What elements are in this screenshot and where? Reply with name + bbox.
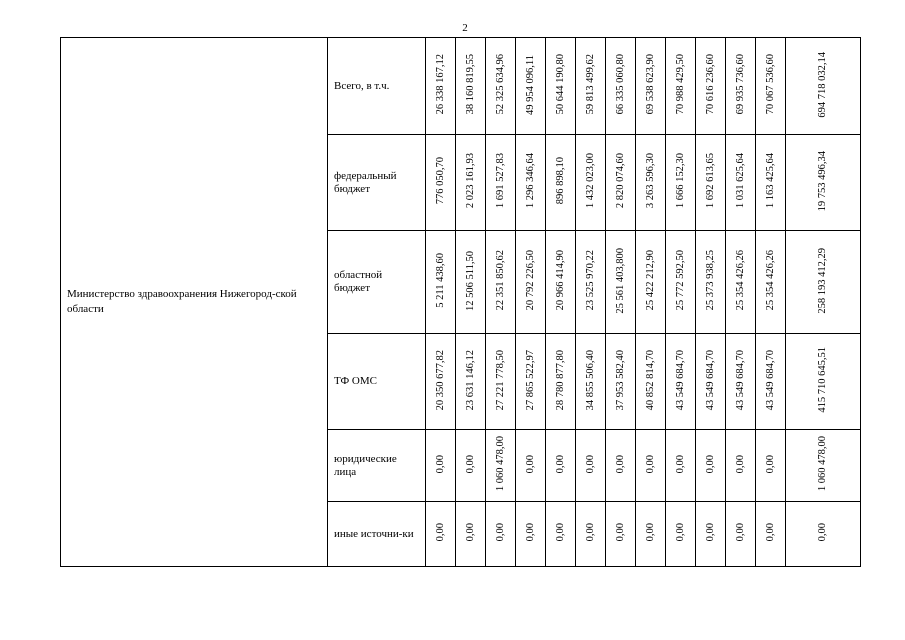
year-value: 1 163 425,64 <box>764 153 776 209</box>
year-value: 1 691 527,83 <box>494 153 506 209</box>
year-value-cell <box>426 135 456 231</box>
year-value: 40 852 814,70 <box>644 349 656 411</box>
year-value-cell <box>456 430 486 502</box>
funding-source-label: Всего, в т.ч. <box>328 38 426 135</box>
year-value-cell <box>426 334 456 430</box>
year-value: 23 631 146,12 <box>464 349 476 411</box>
year-value-cell <box>546 334 576 430</box>
year-value: 50 644 190,80 <box>554 54 566 115</box>
year-value: 0,00 <box>764 523 776 542</box>
year-value-cell <box>696 502 726 567</box>
year-value-cell <box>726 502 756 567</box>
year-value-cell <box>696 135 726 231</box>
year-value-cell <box>456 38 486 135</box>
year-value: 70 067 536,60 <box>764 54 776 115</box>
year-value: 0,00 <box>674 523 686 542</box>
year-value-cell <box>576 231 606 334</box>
year-value: 34 855 506,40 <box>584 349 596 411</box>
year-value-cell <box>486 502 516 567</box>
year-value-cell <box>486 334 516 430</box>
year-value: 0,00 <box>704 454 716 474</box>
year-value: 20 792 226,50 <box>524 250 536 311</box>
year-value: 27 865 522,97 <box>524 349 536 411</box>
year-value-cell <box>516 135 546 231</box>
total-value-cell <box>786 430 861 502</box>
year-value-cell <box>606 38 636 135</box>
year-value-cell <box>666 502 696 567</box>
year-value-cell <box>666 430 696 502</box>
year-value-cell <box>576 502 606 567</box>
year-value-cell <box>486 430 516 502</box>
year-value-cell <box>666 135 696 231</box>
year-value-cell <box>456 502 486 567</box>
year-value: 0,00 <box>434 454 446 474</box>
year-value-cell <box>636 38 666 135</box>
budget-table <box>60 37 861 567</box>
year-value-cell <box>726 430 756 502</box>
total-value: 1 060 478,00 <box>817 436 828 492</box>
year-value: 0,00 <box>614 523 626 542</box>
year-value-cell <box>546 231 576 334</box>
year-value-cell <box>576 38 606 135</box>
year-value-cell <box>576 135 606 231</box>
year-value-cell <box>426 502 456 567</box>
year-value: 43 549 684,70 <box>764 349 776 411</box>
year-value-cell <box>486 135 516 231</box>
year-value-cell <box>606 502 636 567</box>
year-value: 0,00 <box>674 454 686 474</box>
organization-name: Министерство здравоохранения Нижегород-ской области <box>61 38 328 567</box>
year-value-cell <box>516 231 546 334</box>
year-value-cell <box>576 430 606 502</box>
funding-source-label: федеральный бюджет <box>328 135 426 231</box>
year-value-cell <box>696 430 726 502</box>
year-value-cell <box>546 135 576 231</box>
year-value: 0,00 <box>524 523 536 542</box>
year-value: 25 354 426,26 <box>734 250 746 311</box>
year-value-cell <box>666 231 696 334</box>
table-row <box>61 38 861 135</box>
year-value-cell <box>606 430 636 502</box>
total-value: 19 753 496,34 <box>817 150 828 212</box>
year-value-cell <box>636 502 666 567</box>
year-value: 0,00 <box>464 523 476 542</box>
year-value-cell <box>726 334 756 430</box>
year-value-cell <box>756 430 786 502</box>
year-value-cell <box>426 231 456 334</box>
year-value: 70 988 429,50 <box>674 54 686 115</box>
year-value: 38 160 819,55 <box>464 54 476 115</box>
year-value-cell <box>756 38 786 135</box>
year-value: 22 351 850,62 <box>494 250 506 311</box>
year-value-cell <box>636 231 666 334</box>
year-value: 0,00 <box>734 523 746 542</box>
year-value: 1 296 346,64 <box>524 153 536 209</box>
year-value: 66 335 060,80 <box>614 54 626 115</box>
year-value-cell <box>486 38 516 135</box>
year-value-cell <box>606 334 636 430</box>
year-value: 26 338 167,12 <box>434 54 446 115</box>
year-value-cell <box>726 231 756 334</box>
year-value: 1 031 625,64 <box>734 153 746 209</box>
year-value: 0,00 <box>584 523 596 542</box>
total-value-cell <box>786 231 861 334</box>
year-value: 69 538 623,90 <box>644 54 656 115</box>
year-value: 69 935 736,60 <box>734 54 746 115</box>
year-value: 0,00 <box>464 454 476 474</box>
year-value-cell <box>726 38 756 135</box>
year-value: 43 549 684,70 <box>704 349 716 411</box>
funding-source-label: областной бюджет <box>328 231 426 334</box>
year-value-cell <box>426 38 456 135</box>
funding-source-label: иные источни-ки <box>328 502 426 567</box>
year-value: 0,00 <box>644 454 656 474</box>
year-value-cell <box>696 231 726 334</box>
year-value: 0,00 <box>494 523 506 542</box>
year-value-cell <box>636 334 666 430</box>
year-value: 23 525 970,22 <box>584 250 596 311</box>
total-value-cell <box>786 38 861 135</box>
year-value-cell <box>696 334 726 430</box>
year-value: 1 666 152,30 <box>674 153 686 209</box>
year-value: 1 432 023,00 <box>584 153 596 209</box>
year-value: 5 211 438,60 <box>434 253 446 308</box>
year-value: 59 813 499,62 <box>584 54 596 115</box>
year-value: 20 350 677,82 <box>434 349 446 411</box>
year-value: 20 966 414,90 <box>554 250 566 311</box>
year-value-cell <box>486 231 516 334</box>
year-value-cell <box>756 231 786 334</box>
year-value: 25 772 592,50 <box>674 250 686 311</box>
year-value-cell <box>516 334 546 430</box>
year-value: 776 050,70 <box>434 157 446 205</box>
year-value-cell <box>456 135 486 231</box>
year-value-cell <box>726 135 756 231</box>
year-value: 0,00 <box>734 454 746 474</box>
year-value-cell <box>636 430 666 502</box>
year-value: 2 023 161,93 <box>464 153 476 209</box>
year-value-cell <box>606 231 636 334</box>
year-value-cell <box>606 135 636 231</box>
year-value-cell <box>546 430 576 502</box>
year-value: 43 549 684,70 <box>674 349 686 411</box>
page-number: 2 <box>462 22 468 34</box>
year-value: 1 692 613,65 <box>704 153 716 209</box>
year-value: 25 354 426,26 <box>764 250 776 311</box>
year-value: 0,00 <box>704 523 716 542</box>
year-value: 52 325 634,96 <box>494 54 506 115</box>
year-value-cell <box>546 38 576 135</box>
year-value-cell <box>546 502 576 567</box>
year-value: 25 561 403,800 <box>614 247 626 314</box>
total-value: 258 193 412,29 <box>817 247 828 314</box>
year-value-cell <box>576 334 606 430</box>
total-value: 694 718 032,14 <box>817 51 828 118</box>
year-value: 70 616 236,60 <box>704 54 716 115</box>
year-value-cell <box>696 38 726 135</box>
year-value: 0,00 <box>614 454 626 474</box>
year-value-cell <box>426 430 456 502</box>
year-value: 0,00 <box>584 454 596 474</box>
year-value: 0,00 <box>524 454 536 474</box>
year-value-cell <box>756 135 786 231</box>
year-value: 896 898,10 <box>554 157 566 205</box>
total-value-cell <box>786 334 861 430</box>
year-value: 25 422 212,90 <box>644 250 656 311</box>
year-value: 3 263 596,30 <box>644 153 656 209</box>
total-value: 415 710 645,51 <box>817 347 828 413</box>
total-value: 0,00 <box>817 523 828 542</box>
funding-source-label: юридические лица <box>328 430 426 502</box>
year-value-cell <box>516 502 546 567</box>
year-value: 0,00 <box>554 523 566 542</box>
total-value-cell <box>786 135 861 231</box>
year-value-cell <box>756 502 786 567</box>
total-value-cell <box>786 502 861 567</box>
year-value: 25 373 938,25 <box>704 250 716 311</box>
year-value-cell <box>516 38 546 135</box>
year-value: 0,00 <box>644 523 656 542</box>
year-value: 0,00 <box>764 454 776 474</box>
year-value-cell <box>756 334 786 430</box>
year-value: 28 780 877,80 <box>554 349 566 411</box>
year-value-cell <box>516 430 546 502</box>
year-value-cell <box>666 38 696 135</box>
year-value: 37 953 582,40 <box>614 349 626 411</box>
year-value: 27 221 778,50 <box>494 349 506 411</box>
year-value: 49 954 096,11 <box>524 54 536 115</box>
year-value: 12 506 511,50 <box>464 250 476 311</box>
year-value: 0,00 <box>434 523 446 542</box>
year-value-cell <box>456 231 486 334</box>
year-value: 0,00 <box>554 454 566 474</box>
year-value-cell <box>666 334 696 430</box>
funding-source-label: ТФ ОМС <box>328 334 426 430</box>
year-value-cell <box>456 334 486 430</box>
year-value-cell <box>636 135 666 231</box>
year-value: 1 060 478,00 <box>494 436 506 492</box>
year-value: 43 549 684,70 <box>734 349 746 411</box>
year-value: 2 820 074,60 <box>614 153 626 209</box>
